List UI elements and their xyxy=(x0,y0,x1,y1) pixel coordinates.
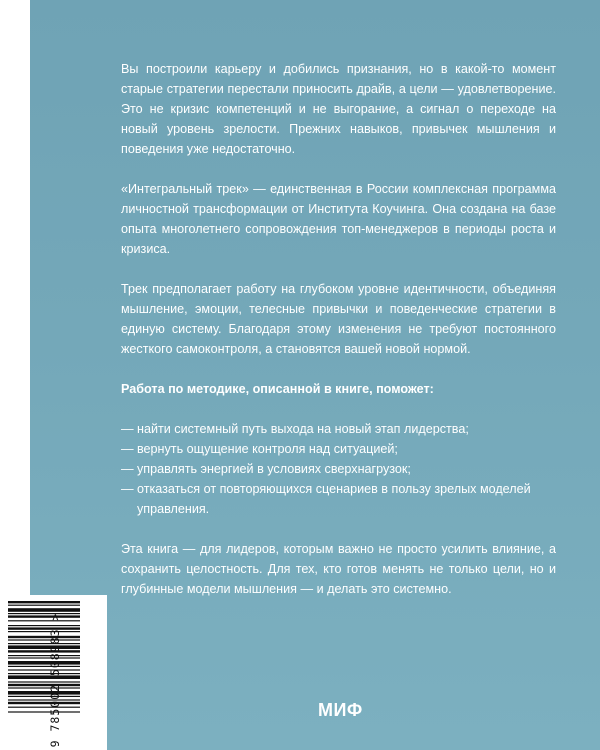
publisher-logo: МИФ xyxy=(318,700,363,720)
barcode-bar xyxy=(8,627,80,629)
barcode-bar xyxy=(8,639,80,640)
barcode-bar xyxy=(8,696,80,697)
program-paragraph: «Интегральный трек» — единственная в России комплексная программа личностной трансформации от Института Коучинга. Она создана на базе опыта многолетнего сопровождения топ-менеджеров в периоды роста и кризиса. xyxy=(121,182,556,256)
list-item xyxy=(121,419,556,439)
barcode-bar xyxy=(8,608,80,612)
barcode-bar xyxy=(8,643,80,644)
benefits-title: Работа по методике, описанной в книге, поможет: xyxy=(121,382,434,396)
barcode-bar xyxy=(8,645,80,649)
list-dash: — xyxy=(121,442,134,456)
barcode-bar xyxy=(8,650,80,652)
benefits-list xyxy=(121,419,556,519)
barcode-bar xyxy=(8,615,80,617)
list-item-text: найти системный путь выхода на новый этап лидерства; xyxy=(137,422,469,436)
barcode-bar xyxy=(8,691,80,695)
barcode-bar xyxy=(8,684,80,686)
list-item-text: управлять энергией в условиях сверхнагрузок; xyxy=(137,462,411,476)
barcode-bar xyxy=(8,711,80,712)
barcode-bar xyxy=(8,673,80,674)
barcode-bar xyxy=(8,661,80,665)
list-dash: — xyxy=(121,422,134,436)
barcode-bar xyxy=(8,655,80,656)
method-paragraph: Трек предполагает работу на глубоком уровне идентичности, объединяя мышление, эмоции, телесные привычки и поведенческие стратегии в единую систему. Благодаря этому изменения не требуют постоянного жесткого самоконтроля, а становятся вашей новой нормой. xyxy=(121,282,556,356)
closing-paragraph: Эта книга — для лидеров, которым важно не просто усилить влияние, а сохранить целостность. Для тех, кто готов менять не только цели, но и глубинные модели мышления — и делать это системно. xyxy=(121,542,556,596)
list-dash: — xyxy=(121,462,134,476)
cover-text xyxy=(121,59,556,599)
barcode-bar xyxy=(8,636,80,638)
barcode-bar xyxy=(8,707,80,708)
barcode-bar xyxy=(8,601,80,603)
barcode-bar xyxy=(8,681,80,682)
list-dash: — xyxy=(121,482,134,496)
list-item xyxy=(121,439,556,459)
barcode-bar xyxy=(8,675,80,679)
barcode-bar xyxy=(8,702,80,704)
list-item xyxy=(121,479,556,519)
barcode-bar xyxy=(8,625,80,626)
barcode-bar xyxy=(8,620,80,621)
intro-paragraph: Вы построили карьеру и добились признания, но в какой-то момент старые стратегии перестали приносить драйв, а цели — удовлетворение. Это не кризис компетенций и не выгорание, а сигнал о переходе на новый уровень зрелости. Прежних навыков, привычек мышления и поведения уже недостаточно. xyxy=(121,62,556,156)
barcode-bar xyxy=(8,631,80,632)
barcode-bar xyxy=(8,613,80,614)
barcode xyxy=(0,595,107,750)
isbn-number: 9 785002 508983 > xyxy=(48,612,62,748)
list-item-text: вернуть ощущение контроля над ситуацией; xyxy=(137,442,398,456)
barcode-bar xyxy=(8,687,80,688)
barcode-bar xyxy=(8,605,80,606)
list-item xyxy=(121,459,556,479)
barcode-bar xyxy=(8,669,80,670)
barcode-bar xyxy=(8,666,80,667)
barcode-bar xyxy=(8,699,80,700)
book-back-cover xyxy=(30,0,600,750)
list-item-text: отказаться от повторяющихся сценариев в пользу зрелых моделей управления. xyxy=(137,482,531,516)
barcode-bar xyxy=(8,657,80,658)
